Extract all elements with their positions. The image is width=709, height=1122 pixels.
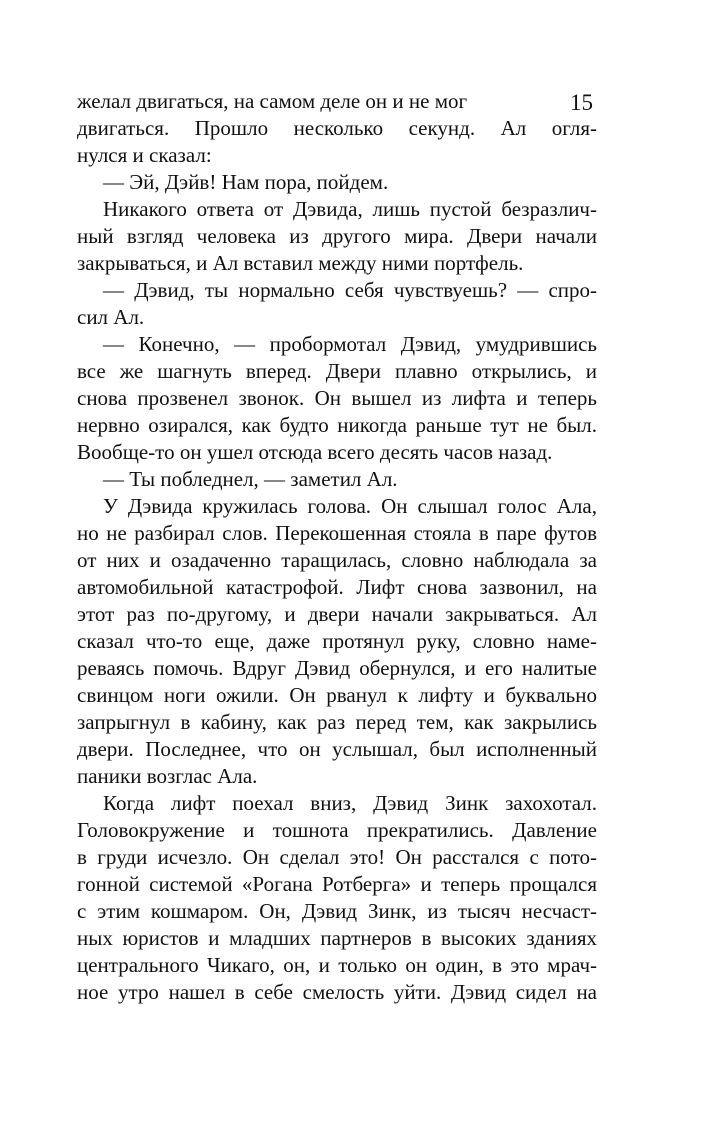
text-line: желал двигаться, на самом деле он и не мог — [77, 89, 468, 113]
text-line: закрываться, и Ал вставил между ними портфель. — [77, 251, 524, 275]
text-line: ных юристов и младших партнеров в высоких зданиях — [77, 926, 597, 950]
text-line: — Конечно, — пробормотал Дэвид, умудрившись — [103, 332, 597, 356]
text-line: снова прозвенел звонок. Он вышел из лифта и теперь — [77, 386, 597, 410]
text-line: в груди исчезло. Он сделал это! Он расстался с пото- — [77, 845, 597, 869]
text-line: сказал что-то еще, даже протянул руку, словно наме- — [77, 629, 597, 653]
text-line: реваясь помочь. Вдруг Дэвид обернулся, и его налитые — [77, 656, 597, 680]
text-line: Вообще-то он ушел отсюда всего десять часов назад. — [77, 440, 553, 464]
body-text — [77, 88, 597, 1006]
text-line: с этим кошмаром. Он, Дэвид Зинк, из тысяч несчаст- — [77, 899, 597, 923]
text-line: от них и озадаченно таращилась, словно наблюдала за — [77, 548, 597, 572]
text-line: гонной системой «Рогана Ротберга» и теперь прощался — [77, 872, 597, 896]
text-line: — Дэвид, ты нормально себя чувствуешь? — спро- — [103, 278, 597, 302]
text-line: — Ты побледнел, — заметил Ал. — [103, 467, 398, 491]
page-number: 15 — [570, 90, 593, 115]
text-line: ное утро нашел в себе смелость уйти. Дэвид сидел на — [77, 980, 597, 1004]
text-line: центрального Чикаго, он, и только он один, в это мрач- — [77, 953, 597, 977]
text-line: Головокружение и тошнота прекратились. Давление — [77, 818, 597, 842]
text-line: нервно озирался, как будто никогда раньше тут не был. — [77, 413, 597, 437]
text-line: автомобильной катастрофой. Лифт снова зазвонил, на — [77, 575, 597, 599]
text-line: ный взгляд человека из другого мира. Двери начали — [77, 224, 597, 248]
text-line: нулся и сказал: — [77, 143, 212, 167]
text-line: свинцом ноги ожили. Он рванул к лифту и буквально — [77, 683, 597, 707]
text-line: но не разбирал слов. Перекошенная стояла в паре футов — [77, 521, 597, 545]
text-line: паники возглас Ала. — [77, 764, 258, 788]
text-line: запрыгнул в кабину, как раз перед тем, как закрылись — [77, 710, 597, 734]
text-line: двери. Последнее, что он услышал, был исполненный — [77, 737, 597, 761]
text-line: двигаться. Прошло несколько секунд. Ал огля- — [77, 116, 597, 140]
text-line: У Дэвида кружилась голова. Он слышал голос Ала, — [103, 494, 597, 518]
text-line: сил Ал. — [77, 305, 145, 329]
text-line: — Эй, Дэйв! Нам пора, пойдем. — [103, 170, 389, 194]
text-line: этот раз по-другому, и двери начали закрываться. Ал — [77, 602, 597, 626]
text-line: Когда лифт поехал вниз, Дэвид Зинк захохотал. — [103, 791, 597, 815]
text-line: все же шагнуть вперед. Двери плавно открылись, и — [77, 359, 597, 383]
text-line: Никакого ответа от Дэвида, лишь пустой безразлич- — [103, 197, 597, 221]
